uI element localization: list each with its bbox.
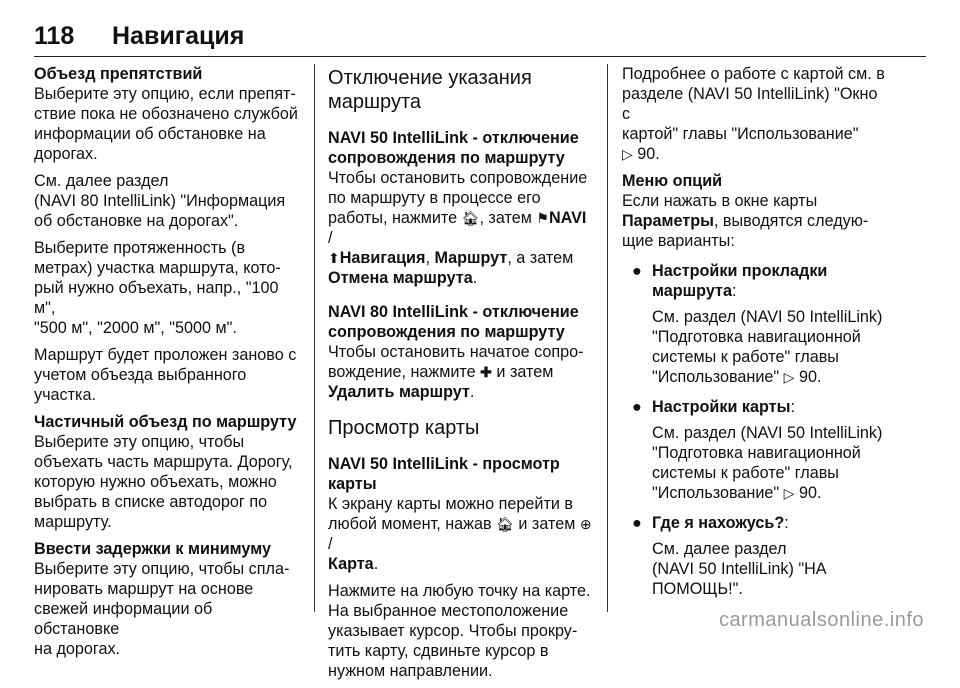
subsection [328, 302, 594, 402]
paragraph-text: / [328, 229, 333, 247]
list-item-body [652, 539, 890, 599]
paragraph-text: , [425, 249, 435, 267]
paragraph-text: . [373, 555, 379, 573]
column-divider [607, 64, 608, 612]
paragraph [622, 171, 890, 251]
page-reference-icon: ▷ [622, 146, 633, 162]
page-reference: 90. [637, 145, 660, 163]
watermark: carmanualsonline.info [718, 609, 924, 631]
page-reference: 90. [798, 484, 822, 502]
list-item [622, 513, 890, 599]
plus-icon: ✚ [480, 364, 492, 380]
navigation-label: Навигация [339, 249, 426, 267]
subsection [328, 454, 594, 574]
section-title: Ввести задержки к минимуму [34, 540, 271, 558]
paragraph-text: Если нажать в окне карты [622, 192, 818, 210]
column-3 [622, 64, 890, 599]
subsection [328, 128, 594, 288]
page-header [34, 22, 926, 57]
column-1 [34, 64, 300, 666]
list-item-title: Где я нахожусь? [652, 514, 785, 532]
list-item-text: См. раздел (NAVI 50 IntelliLink) "Подготовка навигационной системы к работе" главы "Использование" [652, 424, 883, 502]
map-label: Карта [328, 555, 374, 573]
cancel-route-label: Отмена маршрута [328, 269, 473, 287]
chapter-title: Навигация [112, 22, 245, 50]
list-item-colon: : [784, 514, 789, 532]
list-item-title: Настройки прокладки маршрута [652, 262, 828, 300]
subsection-title: NAVI 50 IntelliLink - просмотр карты [328, 455, 560, 493]
paragraph: См. далее раздел (NAVI 80 IntelliLink) "Информация об обстановке на дорогах". [34, 172, 286, 230]
page-number: 118 [34, 22, 75, 50]
section-title: Меню опций [622, 172, 723, 190]
home-icon: 🏠︎ [496, 516, 514, 532]
section-title: Частичный объезд по маршруту [34, 413, 297, 431]
paragraph-text: Подробнее о работе с картой см. в разделе (NAVI 50 IntelliLink) "Окно с картой" главы "Использование" [622, 65, 885, 143]
paragraph: Выберите протяженность (в метрах) участка маршрута, кото- рый нужно объехать, напр., "100 м", "500 м", "2000 м", "5000 м". [34, 239, 281, 337]
route-label: Маршрут [434, 249, 508, 267]
paragraph-text: Чтобы остановить начатое сопро- вождение, нажмите [328, 343, 584, 381]
list-item [622, 261, 890, 387]
subsection-title: NAVI 80 IntelliLink - отключение сопровождения по маршруту [328, 303, 579, 341]
list-item-colon: : [790, 398, 795, 416]
flag-icon: ⚑ [536, 210, 549, 226]
paragraph [328, 494, 594, 574]
paragraph: Маршрут будет проложен заново с учетом объезда выбранного участка. [34, 346, 297, 404]
column-2 [328, 64, 594, 688]
paragraph-text: , затем [479, 209, 532, 227]
section-heading: Просмотр карты [328, 417, 480, 439]
paragraph-text: Чтобы остановить сопровождение по маршруту в процессе его работы, нажмите [328, 169, 588, 227]
paragraph-text: Выберите эту опцию, если препят- ствие пока не обозначено службой информации об обстановке на дорогах. [34, 85, 298, 163]
list-item-text: См. раздел (NAVI 50 IntelliLink) "Подготовка навигационной системы к работе" главы "Использование" [652, 308, 883, 386]
delete-route-label: Удалить маршрут [328, 383, 470, 401]
list-item-title: Настройки карты [652, 398, 791, 416]
bullet-icon: ● [632, 398, 642, 416]
paragraph-text: . [469, 383, 475, 401]
section-title: Объезд препятствий [34, 65, 203, 83]
paragraph-text: / [328, 535, 333, 553]
subsection-title: NAVI 50 IntelliLink - отключение сопровождения по маршруту [328, 129, 579, 167]
paragraph-text: и затем [513, 515, 576, 533]
paragraph [328, 168, 594, 288]
page-reference: 90. [798, 368, 822, 386]
list-item-colon: : [731, 282, 737, 300]
home-icon: 🏠︎ [461, 210, 480, 226]
paragraph [622, 64, 890, 164]
paragraph-text: , а затем [507, 249, 574, 267]
list-item-body [652, 307, 890, 387]
page-reference-icon: ▷ [783, 485, 795, 501]
paragraph-text: К экрану карты можно перейти в любой момент, нажав [328, 495, 574, 533]
list-item-text: См. далее раздел (NAVI 50 IntelliLink) "НА ПОМОЩЬ!". [652, 540, 827, 598]
paragraph-text: и затем [491, 363, 554, 381]
paragraph [34, 64, 300, 164]
paragraph-text: Выберите эту опцию, чтобы объехать часть маршрута. Дорогу, которую нужно объехать, можно выбрать в списке автодорог по маршруту. [34, 433, 293, 531]
navigation-arrow-icon: ⬆︎ [328, 250, 340, 266]
page-reference-icon: ▷ [783, 369, 795, 385]
map-globe-icon: ⊕ [579, 516, 592, 532]
paragraph-text: . [472, 269, 478, 287]
paragraph: Нажмите на любую точку на карте. На выбранное местоположение указывает курсор. Чтобы прокру- тить карту, сдвиньте курсор в нужном направлении. [328, 582, 591, 680]
parameters-label: Параметры [622, 212, 714, 230]
paragraph [34, 412, 300, 532]
bullet-icon: ● [632, 262, 642, 280]
paragraph-text: , выводятся следую- щие варианты: [622, 212, 869, 250]
list-item-body [652, 423, 890, 503]
bullet-icon: ● [632, 514, 642, 532]
paragraph [34, 539, 300, 659]
paragraph [328, 342, 594, 402]
section-heading: Отключение указания маршрута [328, 67, 532, 113]
column-divider [314, 64, 315, 612]
paragraph-text: Выберите эту опцию, чтобы спла- нировать маршрут на основе свежей информации об обстановке на дорогах. [34, 560, 290, 658]
list-item [622, 397, 890, 503]
navi-label: NAVI [548, 209, 587, 227]
